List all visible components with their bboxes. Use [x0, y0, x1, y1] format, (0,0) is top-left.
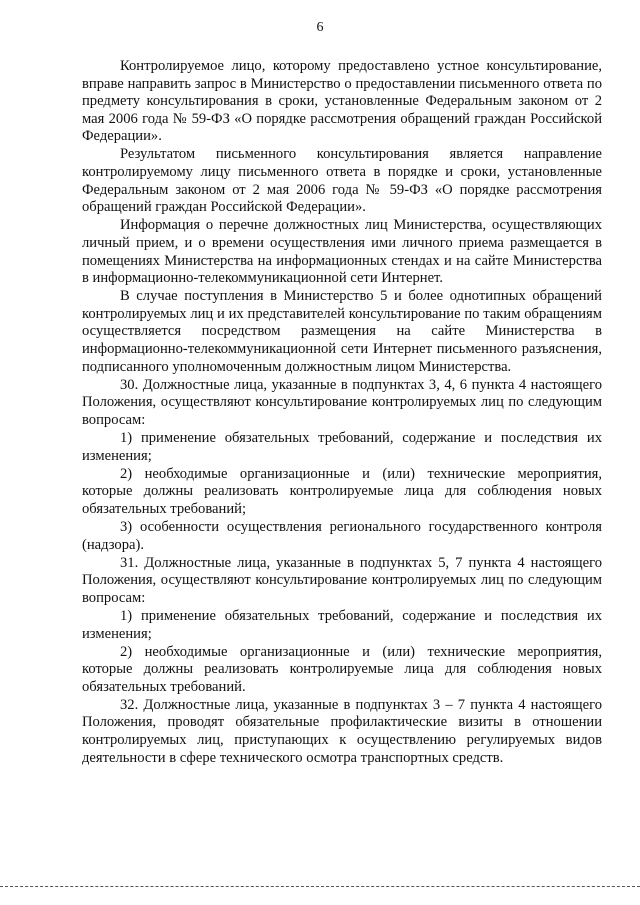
paragraph-item-32: 32. Должностные лица, указанные в подпунктах 3 – 7 пункта 4 настоящего Положения, проводят обязательные профилактические визиты в отношении контролируемых лиц, приступающих к осуществлению регулируемых видов деятельности в сфере технического осмотра транспортных средств. — [82, 696, 602, 766]
paragraph-item-30: 30. Должностные лица, указанные в подпунктах 3, 4, 6 пункта 4 настоящего Положения, осуществляют консультирование контролируемых лиц по следующим вопросам: — [82, 376, 602, 428]
paragraph-item-31: 31. Должностные лица, указанные в подпунктах 5, 7 пункта 4 настоящего Положения, осуществляют консультирование контролируемых лиц по следующим вопросам: — [82, 554, 602, 606]
footer-divider — [0, 886, 640, 887]
document-body — [82, 58, 602, 768]
list-item: 1) применение обязательных требований, содержание и последствия их изменения; — [82, 607, 602, 642]
list-item: 3) особенности осуществления регионального государственного контроля (надзора). — [82, 518, 602, 553]
paragraph: В случае поступления в Министерство 5 и более однотипных обращений контролируемых лиц и их представителей консультирование по таким обращениям осуществляется посредством размещения на сайте Министерства в информационно-телекоммуникационной сети Интернет письменного разъяснения, подписанного уполномоченным должностным лицом Министерства. — [82, 288, 602, 375]
page-number: 6 — [316, 20, 324, 35]
paragraph: Информация о перечне должностных лиц Министерства, осуществляющих личный прием, и о времени осуществления ими личного приема размещается в помещениях Министерства на информационных стендах и на сайте Министерства в информационно-телекоммуникационной сети Интернет. — [82, 217, 602, 287]
paragraph: Контролируемое лицо, которому предоставлено устное консультирование, вправе направить запрос в Министерство о предоставлении письменного ответа по предмету консультирования в сроки, установленные Федеральным законом от 2 мая 2006 года № 59-ФЗ «О порядке рассмотрения обращений граждан Российской Федерации». — [82, 58, 602, 145]
paragraph: Результатом письменного консультирования является направление контролируемому лицу письменного ответа в порядке и сроки, установленные Федеральным законом от 2 мая 2006 года № 59-ФЗ «О порядке рассмотрения обращений граждан Российской Федерации». — [82, 146, 602, 216]
list-item: 2) необходимые организационные и (или) технические мероприятия, которые должны реализовать контролируемые лица для соблюдения новых обязательных требований; — [82, 465, 602, 517]
list-item: 2) необходимые организационные и (или) технические мероприятия, которые должны реализовать контролируемые лица для соблюдения новых обязательных требований. — [82, 643, 602, 695]
list-item: 1) применение обязательных требований, содержание и последствия их изменения; — [82, 429, 602, 464]
